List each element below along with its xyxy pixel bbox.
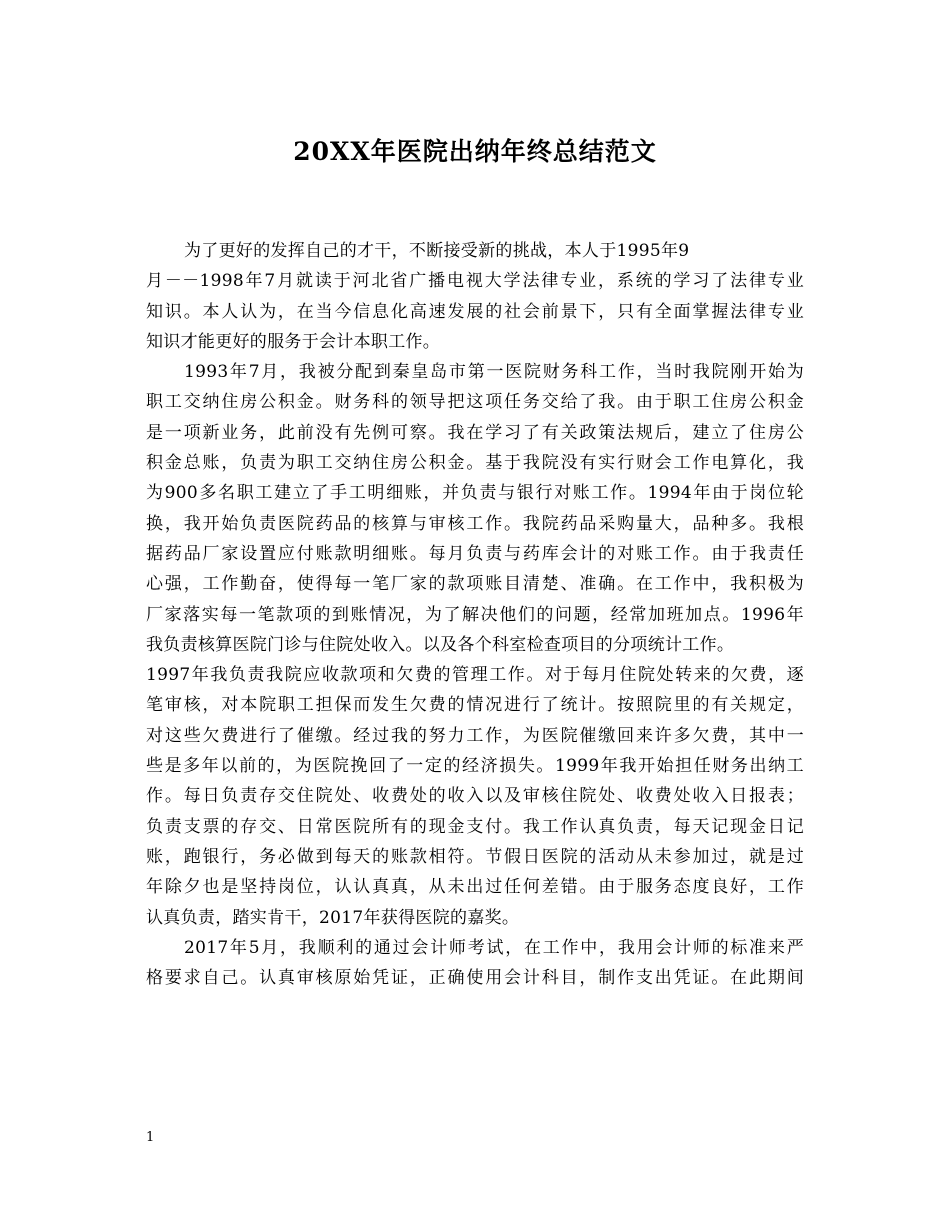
text-line: 积金总账，负责为职工交纳住房公积金。基于我院没有实行财会工作电算化，我 xyxy=(146,453,804,474)
text-line: 厂家落实每一笔款项的到账情况，为了解决他们的问题，经常加班加点。1996年 xyxy=(146,604,804,625)
text-line: 据药品厂家设置应付账款明细账。每月负责与药库会计的对账工作。由于我责任 xyxy=(146,543,804,564)
text-line: 笔审核，对本院职工担保而发生欠费的情况进行了统计。按照院里的有关规定， xyxy=(146,695,804,716)
text-line: 心强，工作勤奋，使得每一笔厂家的款项账目清楚、准确。在工作中，我积极为 xyxy=(146,574,804,595)
text-line: 些是多年以前的，为医院挽回了一定的经济损失。1999年我开始担任财务出纳工 xyxy=(146,756,804,777)
document-body xyxy=(146,236,804,993)
text-line: 负责支票的存交、日常医院所有的现金支付。我工作认真负责，每天记现金日记 xyxy=(146,816,804,837)
text-line: 是一项新业务，此前没有先例可察。我在学习了有关政策法规后，建立了住房公 xyxy=(146,422,804,443)
text-line: 认真负责，踏实肯干，2017年获得医院的嘉奖。 xyxy=(146,907,520,928)
text-line: 1993年7月，我被分配到秦皇岛市第一医院财务科工作，当时我院刚开始为 xyxy=(184,362,804,383)
text-line: 1997年我负责我院应收款项和欠费的管理工作。对于每月住院处转来的欠费，逐 xyxy=(146,665,804,686)
text-line: 知识才能更好的服务于会计本职工作。 xyxy=(146,331,441,352)
page-number: 1 xyxy=(146,1130,155,1145)
text-line: 我负责核算医院门诊与住院处收入。以及各个科室检查项目的分项统计工作。 xyxy=(146,634,735,655)
text-line: 月－－1998年7月就读于河北省广播电视大学法律专业，系统的学习了法律专业 xyxy=(146,271,804,292)
text-line: 格要求自己。认真审核原始凭证，正确使用会计科目，制作支出凭证。在此期间 xyxy=(146,968,804,989)
text-line: 换，我开始负责医院药品的核算与审核工作。我院药品采购量大，品种多。我根 xyxy=(146,513,804,534)
text-line: 职工交纳住房公积金。财务科的领导把这项任务交给了我。由于职工住房公积金 xyxy=(146,392,804,413)
text-line: 为了更好的发挥自己的才干，不断接受新的挑战，本人于1995年9 xyxy=(184,241,690,261)
document-title: 20XX年医院出纳年终总结范文 xyxy=(293,137,657,166)
text-line: 作。每日负责存交住院处、收费处的收入以及审核住院处、收费处收入日报表； xyxy=(146,786,804,807)
text-line: 知识。本人认为，在当今信息化高速发展的社会前景下，只有全面掌握法律专业 xyxy=(146,301,804,322)
text-line: 2017年5月，我顺利的通过会计师考试，在工作中，我用会计师的标准来严 xyxy=(184,937,804,958)
text-line: 账，跑银行，务必做到每天的账款相符。节假日医院的活动从未参加过，就是过 xyxy=(146,846,804,867)
text-line: 为900多名职工建立了手工明细账，并负责与银行对账工作。1994年由于岗位轮 xyxy=(146,483,804,504)
text-line: 年除夕也是坚持岗位，认认真真，从未出过任何差错。由于服务态度良好，工作 xyxy=(146,877,804,898)
text-line: 对这些欠费进行了催缴。经过我的努力工作，为医院催缴回来许多欠费，其中一 xyxy=(146,725,804,746)
